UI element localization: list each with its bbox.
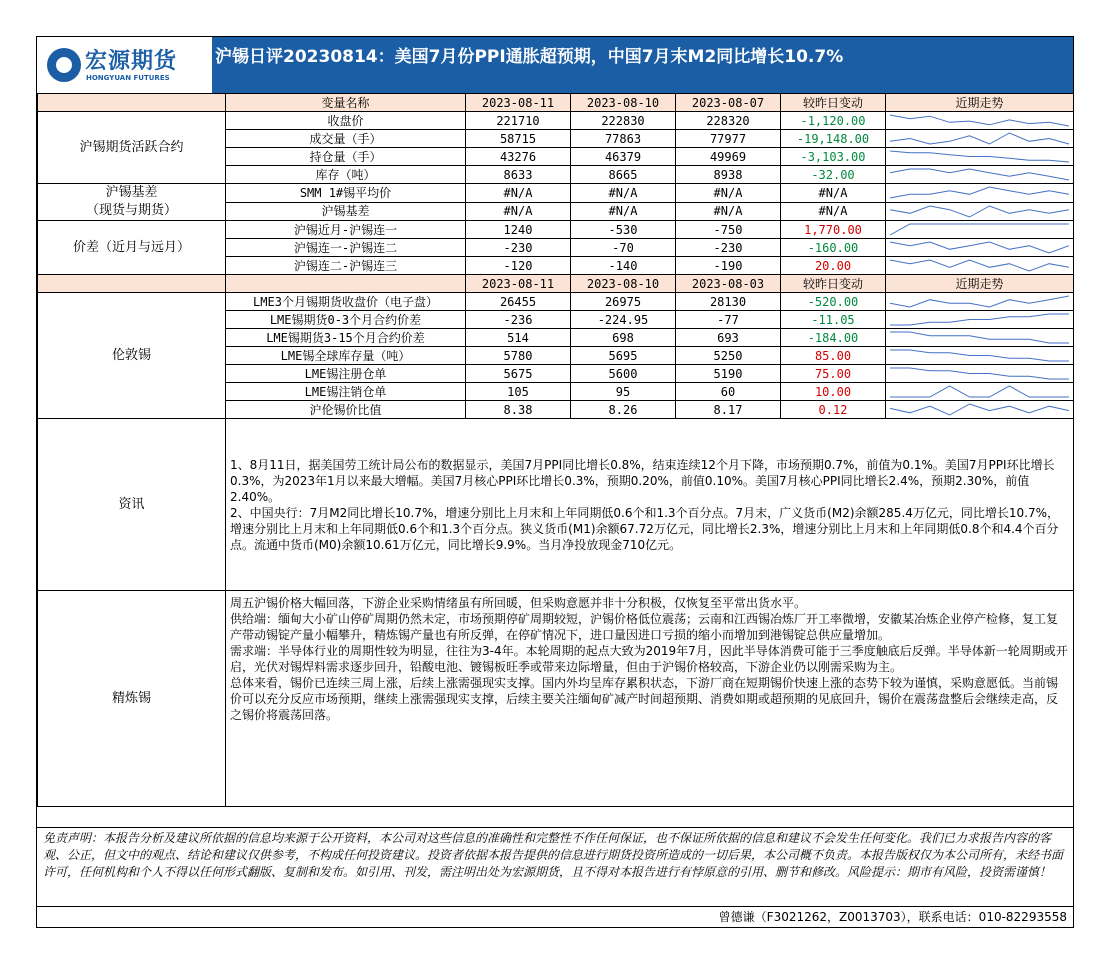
row-trend-sparkline	[886, 257, 1074, 275]
row-value-v2: 222830	[571, 112, 676, 130]
news-row	[38, 419, 1074, 591]
header-col-5: 近期走势	[886, 94, 1074, 112]
row-value-v3: 8938	[676, 166, 781, 184]
sparkline	[890, 133, 1069, 144]
table-row	[38, 221, 1074, 239]
logo-mark-icon	[47, 48, 81, 82]
row-value-v3: -230	[676, 239, 781, 257]
row-variable-name: 沪锡连一-沪锡连二	[226, 239, 466, 257]
row-trend-sparkline	[886, 112, 1074, 130]
row-value-v1: 5675	[466, 365, 571, 383]
row-value-v3: 228320	[676, 112, 781, 130]
sparkline	[890, 404, 1069, 415]
row-variable-name: LME3个月锡期货收盘价（电子盘）	[226, 293, 466, 311]
row-value-v2: 698	[571, 329, 676, 347]
row-value-v3: 77977	[676, 130, 781, 148]
table-row	[38, 293, 1074, 311]
column-header-row	[38, 94, 1074, 112]
sparkline	[890, 206, 1069, 217]
row-value-v1: 58715	[466, 130, 571, 148]
row-trend-sparkline	[886, 311, 1074, 329]
row-trend-sparkline	[886, 239, 1074, 257]
row-value-v3: 5250	[676, 347, 781, 365]
news-label: 资讯	[38, 419, 226, 591]
row-trend-sparkline	[886, 221, 1074, 239]
row-change: -32.00	[781, 166, 886, 184]
row-value-v2: -530	[571, 221, 676, 239]
row-variable-name: LME锡全球库存量（吨）	[226, 347, 466, 365]
sparkline	[890, 368, 1069, 379]
row-trend-sparkline	[886, 383, 1074, 401]
row-value-v1: 8633	[466, 166, 571, 184]
header-col-2: 2023-08-10	[571, 94, 676, 112]
row-group-label: 沪锡期货活跃合约	[38, 112, 226, 184]
row-trend-sparkline	[886, 202, 1074, 221]
row-change: 1,770.00	[781, 221, 886, 239]
row-value-v2: 46379	[571, 148, 676, 166]
company-logo	[37, 37, 213, 93]
news-paragraph: 2、中国央行：7月M2同比增长10.7%，增速分别比上月末和上年同期低0.6个和1.3个百分点。7月末，广义货币(M2)余额285.4万亿元，同比增长10.7%，增速分别比上月末和上年同期低0.6个和1.3个百分点。狭义货币(M1)余额67.72万亿元，同比增长2.3%，增速分别比上月末和上年同期低0.8个和4.4个百分点。流通中货币(M0)余额10.61万亿元，同比增长9.9%。当月净投放现金710亿元。	[230, 505, 1060, 552]
header-col-4: 较昨日变动	[781, 275, 886, 293]
row-change: -184.00	[781, 329, 886, 347]
row-value-v1: 1240	[466, 221, 571, 239]
news-paragraph: 1、8月11日，据美国劳工统计局公布的数据显示，美国7月PPI同比增长0.8%，结束连续12个月下降，市场预期0.7%，前值为0.1%。美国7月PPI环比增长0.3%，为2023年1月以来最大增幅。美国7月核心PPI环比增长0.3%，预期0.20%，前值0.10%。美国7月核心PPI同比增长2.4%，预期2.30%，前值2.40%。	[230, 457, 1055, 504]
row-group-label: 价差（近月与远月）	[38, 221, 226, 275]
report-title: 沪锡日评20230814：美国7月份PPI通胀超预期，中国7月末M2同比增长10.7%	[215, 47, 844, 67]
row-variable-name: LME锡期货3-15个月合约价差	[226, 329, 466, 347]
row-value-v2: 95	[571, 383, 676, 401]
row-group-label: 沪锡基差 （现货与期货）	[38, 184, 226, 221]
row-value-v2: #N/A	[571, 184, 676, 203]
row-value-v1: #N/A	[466, 184, 571, 203]
row-change: -1,120.00	[781, 112, 886, 130]
row-value-v3: 28130	[676, 293, 781, 311]
row-value-v2: 5695	[571, 347, 676, 365]
row-variable-name: 持仓量（手）	[226, 148, 466, 166]
row-variable-name: 成交量（手）	[226, 130, 466, 148]
row-value-v1: -230	[466, 239, 571, 257]
sparkline	[890, 314, 1069, 325]
row-value-v2: 77863	[571, 130, 676, 148]
logo-name-en: HONGYUAN FUTURES	[86, 74, 170, 82]
row-value-v1: #N/A	[466, 202, 571, 221]
row-variable-name: SMM 1#锡平均价	[226, 184, 466, 203]
sparkline	[890, 187, 1069, 198]
header-variable-name: 变量名称	[226, 94, 466, 112]
refined-tin-paragraph: 总体来看，锡价已连续三周上涨，后续上涨需强现实支撑。国内外均呈库存累积状态，下游厂商在短期锡价快速上涨的态势下较为谨慎，采购意愿低。当前锡价可以充分反应市场预期，继续上涨需强现实支撑，后续主要关注缅甸矿减产时间超预期、消费如期或超预期的见底回升，锡价在震荡盘整后会继续走高，反之锡价将震荡回落。	[230, 676, 1059, 722]
sparkline	[890, 242, 1069, 253]
sparkline	[890, 350, 1069, 361]
row-trend-sparkline	[886, 293, 1074, 311]
row-change: -11.05	[781, 311, 886, 329]
row-value-v1: -236	[466, 311, 571, 329]
header-col-1: 2023-08-11	[466, 94, 571, 112]
row-value-v3: #N/A	[676, 184, 781, 203]
row-value-v1: 8.38	[466, 401, 571, 419]
disclaimer-text: 免责声明：本报告分析及建议所依据的信息均来源于公开资料，本公司对这些信息的准确性和完整性不作任何保证，也不保证所依据的信息和建议不会发生任何变化。我们已力求报告内容的客观、公正，但文中的观点、结论和建议仅供参考，不构成任何投资建议。投资者依据本报告提供的信息进行期货投资所造成的一切后果，本公司概不负责。本报告版权仅为本公司所有，未经书面许可，任何机构和个人不得以任何形式翻版、复制和发布。如引用、刊发，需注明出处为宏源期货，且不得对本报告进行有悖原意的引用、删节和修改。风险提示：期市有风险，投资需谨慎！	[37, 827, 1073, 906]
refined-tin-paragraph: 需求端：半导体行业的周期性较为明显，往往为3-4年。本轮周期的起点大致为2019年7月，因此半导体消费可能于三季度触底后反弹。半导体新一轮周期或开启，光伏对锡焊料需求逐步回升，铅酸电池、镀锡板旺季或带来边际增量，但由于沪锡价格较高，下游企业仍以刚需采购为主。	[230, 644, 1068, 674]
row-trend-sparkline	[886, 166, 1074, 184]
row-change: #N/A	[781, 184, 886, 203]
header-col-2: 2023-08-10	[571, 275, 676, 293]
refined-tin-label: 精炼锡	[38, 591, 226, 807]
row-trend-sparkline	[886, 347, 1074, 365]
row-value-v1: -120	[466, 257, 571, 275]
row-variable-name: LME锡期货0-3个月合约价差	[226, 311, 466, 329]
news-content	[226, 419, 1074, 591]
row-variable-name: 沪伦锡价比值	[226, 401, 466, 419]
header-col-3: 2023-08-03	[676, 275, 781, 293]
logo-name-cn: 宏源期货	[85, 49, 178, 74]
row-trend-sparkline	[886, 329, 1074, 347]
row-variable-name: 沪锡近月-沪锡连一	[226, 221, 466, 239]
row-value-v2: 26975	[571, 293, 676, 311]
sparkline	[890, 332, 1069, 343]
header-blank	[38, 275, 226, 293]
row-value-v3: -77	[676, 311, 781, 329]
row-trend-sparkline	[886, 401, 1074, 419]
refined-tin-paragraph: 周五沪锡价格大幅回落，下游企业采购情绪虽有所回暖，但采购意愿并非十分积极，仅恢复至平常出货水平。	[230, 596, 807, 610]
row-value-v2: #N/A	[571, 202, 676, 221]
row-value-v1: 43276	[466, 148, 571, 166]
sparkline	[890, 151, 1069, 162]
row-group-label: 伦敦锡	[38, 293, 226, 419]
row-value-v3: 8.17	[676, 401, 781, 419]
data-table	[37, 93, 1074, 807]
header-col-3: 2023-08-07	[676, 94, 781, 112]
report-header	[37, 37, 1073, 93]
row-change: 20.00	[781, 257, 886, 275]
row-change: 75.00	[781, 365, 886, 383]
row-variable-name: LME锡注销仓单	[226, 383, 466, 401]
row-change: 85.00	[781, 347, 886, 365]
sparkline	[890, 169, 1069, 180]
row-change: -520.00	[781, 293, 886, 311]
row-value-v1: 5780	[466, 347, 571, 365]
sparkline	[890, 224, 1069, 235]
row-value-v2: 5600	[571, 365, 676, 383]
row-variable-name: 沪锡连二-沪锡连三	[226, 257, 466, 275]
refined-tin-content	[226, 591, 1074, 807]
header-blank	[226, 275, 466, 293]
row-value-v3: 60	[676, 383, 781, 401]
row-value-v2: 8665	[571, 166, 676, 184]
refined-tin-paragraph: 供给端：缅甸大小矿山停矿周期仍然未定，市场预期停矿周期较短，沪锡价格低位震荡；云南和江西锡冶炼厂开工率微增，安徽某冶炼企业停产检修，复工复产带动锡锭产量小幅攀升，精炼锡产量也有所反弹，在停矿情况下，进口量因进口亏损的缩小而增加到港锡锭总供应量增加。	[230, 612, 1059, 642]
table-row	[38, 184, 1074, 203]
row-variable-name: LME锡注册仓单	[226, 365, 466, 383]
row-value-v1: 105	[466, 383, 571, 401]
row-trend-sparkline	[886, 148, 1074, 166]
table-row	[38, 112, 1074, 130]
row-variable-name: 收盘价	[226, 112, 466, 130]
refined-tin-row	[38, 591, 1074, 807]
row-variable-name: 沪锡基差	[226, 202, 466, 221]
row-change: 10.00	[781, 383, 886, 401]
header-col-5: 近期走势	[886, 275, 1074, 293]
row-change: 0.12	[781, 401, 886, 419]
row-value-v2: -224.95	[571, 311, 676, 329]
row-change: -3,103.00	[781, 148, 886, 166]
row-value-v3: #N/A	[676, 202, 781, 221]
row-value-v1: 514	[466, 329, 571, 347]
analyst-contact: 曾德谦（F3021262，Z0013703），联系电话：010-82293558	[37, 906, 1073, 927]
sparkline	[890, 296, 1069, 307]
row-value-v3: 49969	[676, 148, 781, 166]
row-value-v2: -140	[571, 257, 676, 275]
sparkline	[890, 386, 1069, 397]
row-variable-name: 库存（吨）	[226, 166, 466, 184]
row-value-v1: 221710	[466, 112, 571, 130]
header-blank	[38, 94, 226, 112]
row-value-v2: -70	[571, 239, 676, 257]
row-change: -160.00	[781, 239, 886, 257]
sparkline	[890, 115, 1069, 126]
row-trend-sparkline	[886, 130, 1074, 148]
column-header-row	[38, 275, 1074, 293]
row-trend-sparkline	[886, 184, 1074, 203]
sparkline	[890, 260, 1069, 271]
row-trend-sparkline	[886, 365, 1074, 383]
row-value-v3: -750	[676, 221, 781, 239]
row-value-v3: 693	[676, 329, 781, 347]
row-value-v3: 5190	[676, 365, 781, 383]
row-value-v2: 8.26	[571, 401, 676, 419]
header-col-1: 2023-08-11	[466, 275, 571, 293]
row-change: -19,148.00	[781, 130, 886, 148]
header-col-4: 较昨日变动	[781, 94, 886, 112]
report-sheet	[36, 36, 1074, 928]
row-value-v3: -190	[676, 257, 781, 275]
row-value-v1: 26455	[466, 293, 571, 311]
row-change: #N/A	[781, 202, 886, 221]
